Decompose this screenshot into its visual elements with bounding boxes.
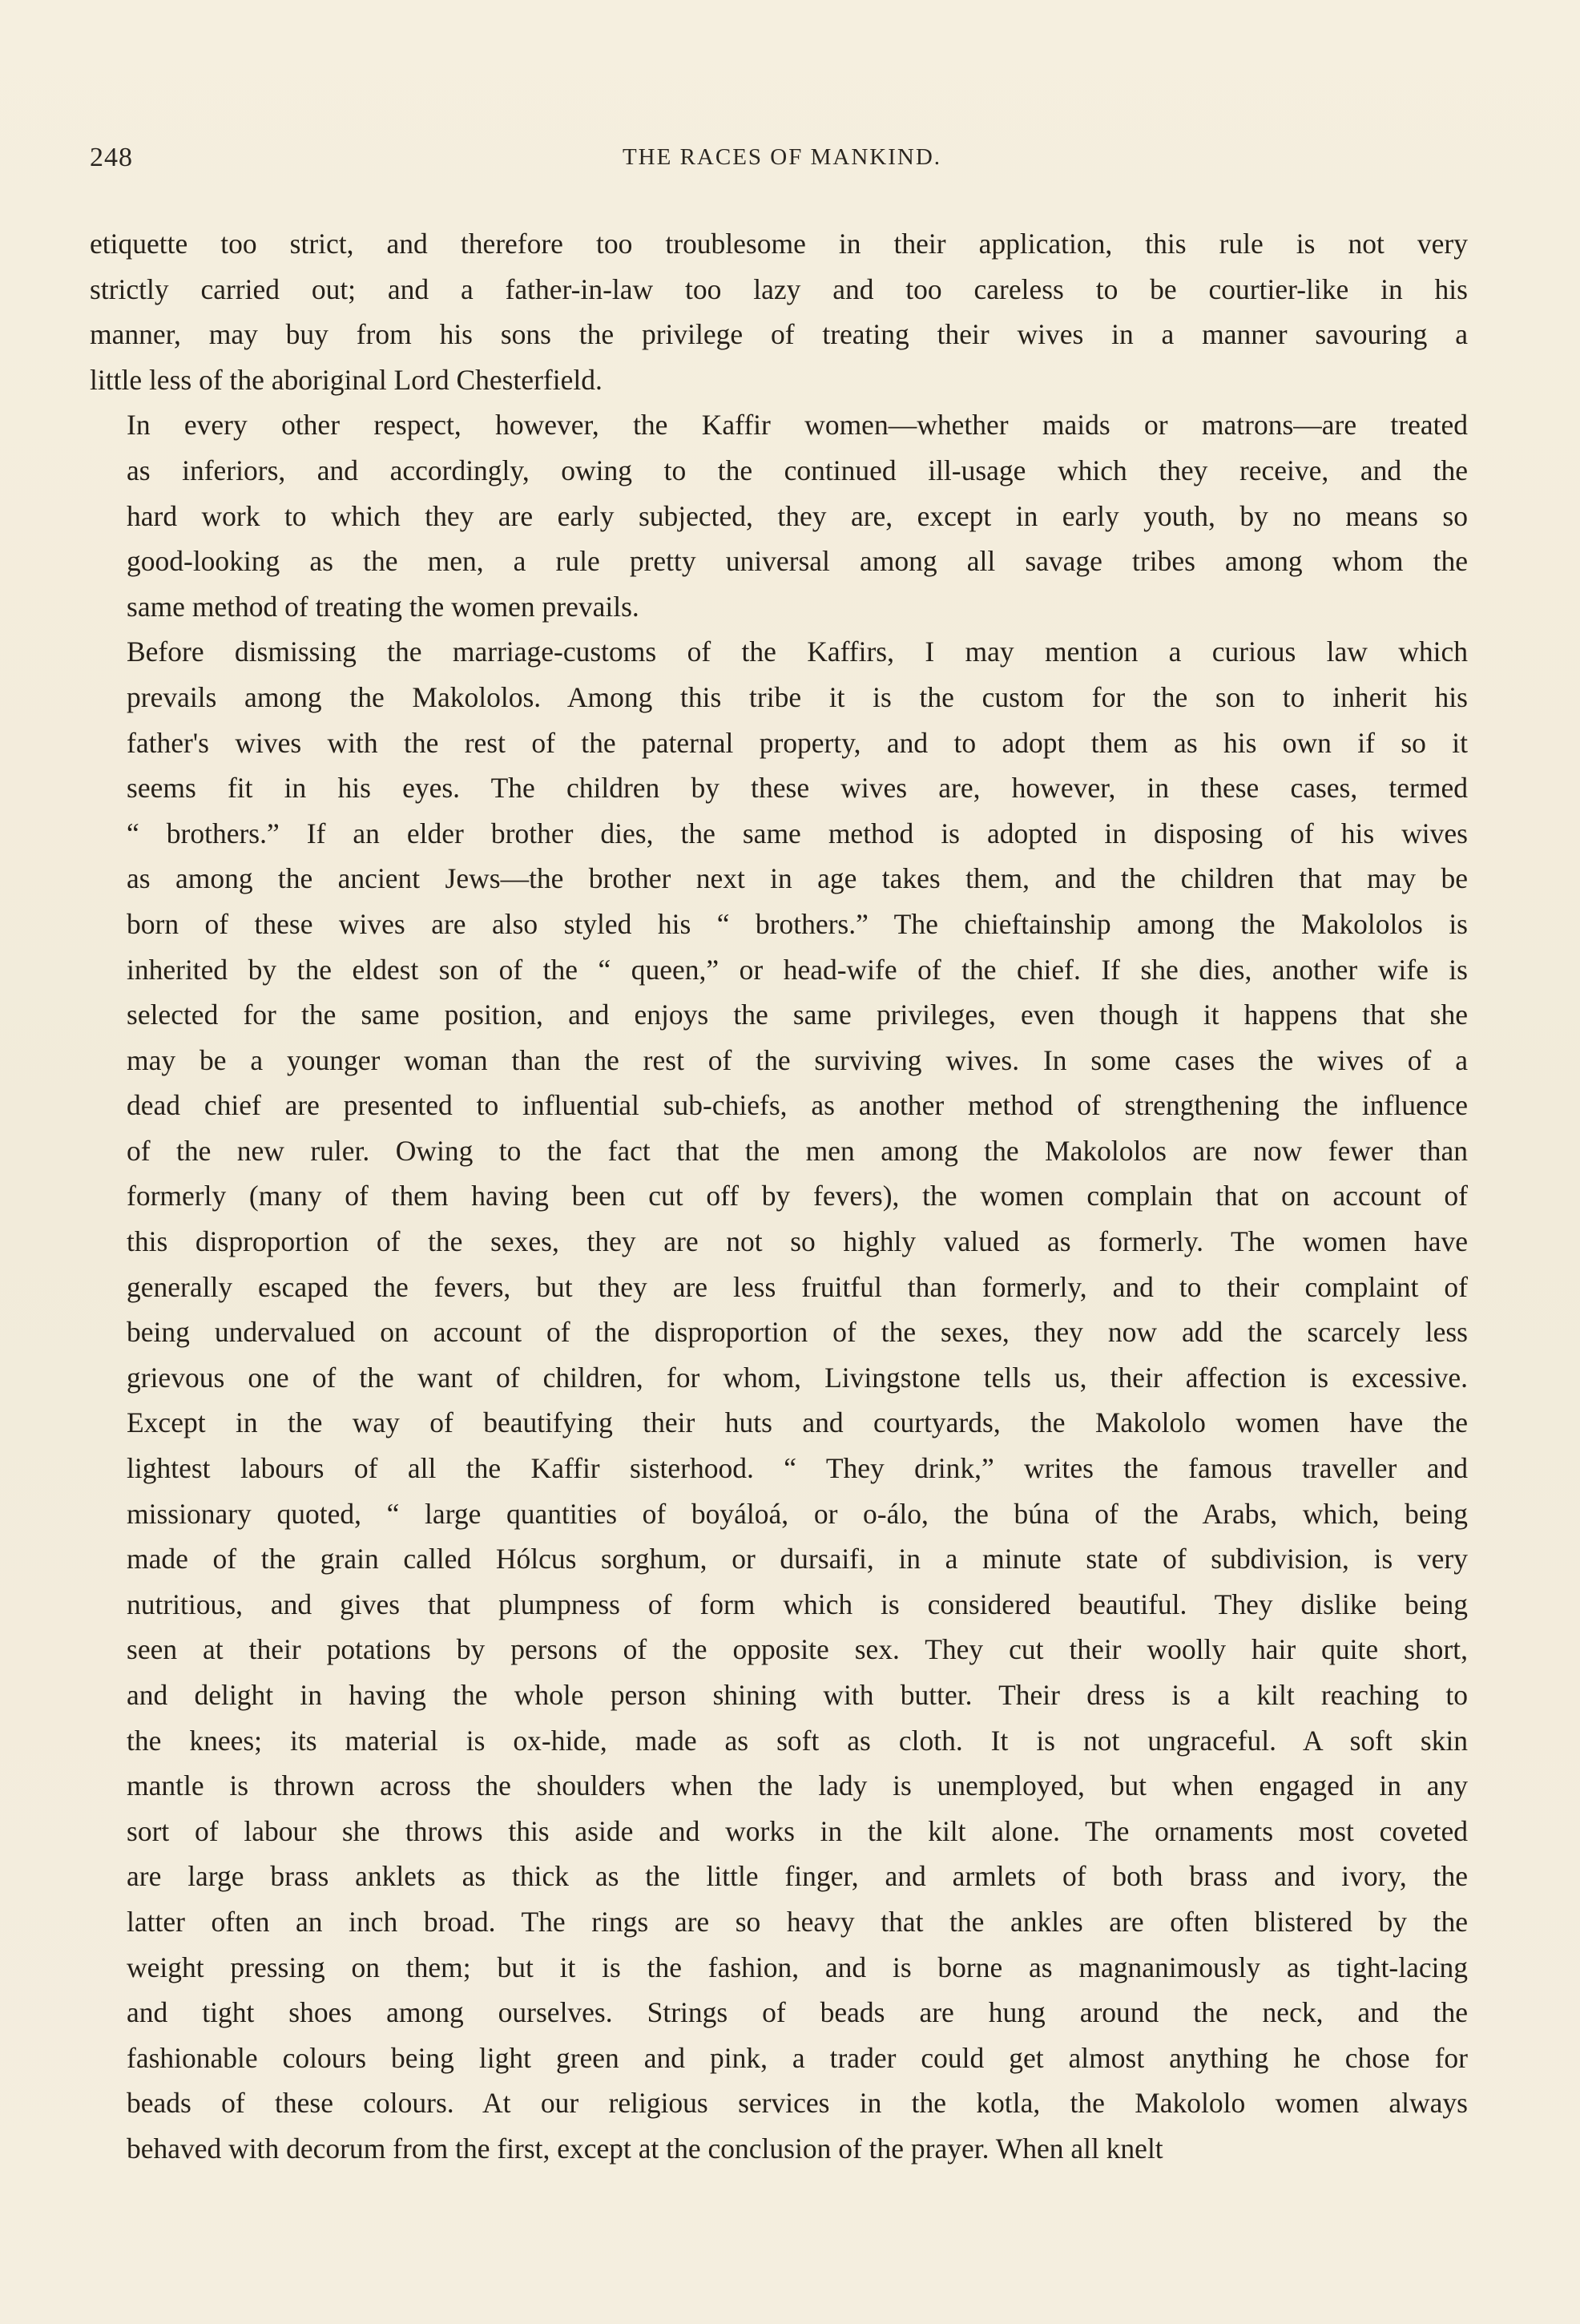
text-line: sort of labour she throws this aside and works in the kilt alone. The ornaments most coveted	[127, 1814, 1468, 1847]
text-line: latter often an inch broad. The rings are so heavy that the ankles are often blistered by the	[127, 1905, 1468, 1938]
text-line: may be a younger woman than the rest of the surviving wives. In some cases the wives of a	[127, 1043, 1468, 1076]
text-line: being undervalued on account of the disproportion of the sexes, they now add the scarcely less	[127, 1316, 1468, 1349]
text-line: In every other respect, however, the Kaffir women—whether maids or matrons—are treated	[127, 409, 1468, 442]
text-line: seen at their potations by persons of the opposite sex. They cut their woolly hair quite short,	[127, 1633, 1468, 1666]
text-line: and delight in having the whole person shining with butter. Their dress is a kilt reaching to	[127, 1679, 1468, 1711]
text-line: inherited by the eldest son of the “ queen,” or head-wife of the chief. If she dies, another wife is	[127, 953, 1468, 986]
text-line: father's wives with the rest of the paternal property, and to adopt them as his own if so it	[127, 726, 1468, 759]
text-line: are large brass anklets as thick as the little finger, and armlets of both brass and ivory, the	[127, 1860, 1468, 1893]
text-line: behaved with decorum from the first, except at the conclusion of the prayer. When all knelt	[127, 2132, 1163, 2165]
paragraph	[90, 402, 1468, 629]
paragraph	[90, 221, 1468, 402]
text-line: lightest labours of all the Kaffir sisterhood. “ They drink,” writes the famous traveller and	[127, 1452, 1468, 1485]
text-line: grievous one of the want of children, for whom, Livingstone tells us, their affection is excessive.	[127, 1361, 1468, 1394]
page-header	[90, 143, 1474, 183]
text-line: “ brothers.” If an elder brother dies, the same method is adopted in disposing of his wives	[127, 817, 1468, 849]
text-line: mantle is thrown across the shoulders when the lady is unemployed, but when engaged in any	[127, 1769, 1468, 1802]
text-line: formerly (many of them having been cut off by fevers), the women complain that on account of	[127, 1180, 1468, 1212]
text-line: nutritious, and gives that plumpness of form which is considered beautiful. They dislike being	[127, 1588, 1468, 1620]
text-line: Except in the way of beautifying their huts and courtyards, the Makololo women have the	[127, 1406, 1468, 1439]
text-line: made of the grain called Hólcus sorghum, or dursaifi, in a minute state of subdivision, is very	[127, 1543, 1468, 1576]
text-line: same method of treating the women prevails.	[127, 590, 639, 623]
running-head: THE RACES OF MANKIND.	[622, 144, 942, 170]
text-line: generally escaped the fevers, but they are less fruitful than formerly, and to their complaint of	[127, 1270, 1468, 1303]
page-number: 248	[90, 143, 133, 172]
text-line: manner, may buy from his sons the privilege of treating their wives in a manner savouring a	[90, 318, 1468, 351]
text-line: and tight shoes among ourselves. Strings of beads are hung around the neck, and the	[127, 1996, 1468, 2029]
text-line: this disproportion of the sexes, they are not so highly valued as formerly. The women have	[127, 1225, 1468, 1258]
text-line: prevails among the Makololos. Among this tribe it is the custom for the son to inherit his	[127, 680, 1468, 713]
text-line: seems fit in his eyes. The children by these wives are, however, in these cases, termed	[127, 772, 1468, 805]
text-line: etiquette too strict, and therefore too troublesome in their application, this rule is not very	[90, 228, 1468, 260]
text-line: selected for the same position, and enjoys the same privileges, even though it happens that she	[127, 999, 1468, 1031]
text-line: Before dismissing the marriage-customs of the Kaffirs, I may mention a curious law which	[127, 635, 1468, 668]
text-line: good-looking as the men, a rule pretty universal among all savage tribes among whom the	[127, 545, 1468, 578]
text-line: little less of the aboriginal Lord Chesterfield.	[90, 363, 603, 396]
text-line: weight pressing on them; but it is the fashion, and is borne as magnanimously as tight-lacing	[127, 1951, 1468, 1983]
paragraph	[90, 629, 1468, 2171]
body-text	[90, 221, 1468, 2172]
text-line: strictly carried out; and a father-in-law too lazy and too careless to be courtier-like in his	[90, 272, 1468, 305]
text-line: dead chief are presented to influential sub-chiefs, as another method of strengthening the influence	[127, 1089, 1468, 1122]
text-line: as inferiors, and accordingly, owing to the continued ill-usage which they receive, and the	[127, 454, 1468, 486]
text-line: born of these wives are also styled his “ brothers.” The chieftainship among the Makololos is	[127, 907, 1468, 940]
text-line: missionary quoted, “ large quantities of boyáloá, or o-álo, the búna of the Arabs, which, being	[127, 1497, 1468, 1530]
text-line: fashionable colours being light green and pink, a trader could get almost anything he chose for	[127, 2041, 1468, 2074]
text-line: the knees; its material is ox-hide, made as soft as cloth. It is not ungraceful. A soft skin	[127, 1724, 1468, 1757]
text-line: of the new ruler. Owing to the fact that the men among the Makololos are now fewer than	[127, 1134, 1468, 1167]
text-line: hard work to which they are early subjected, they are, except in early youth, by no means so	[127, 499, 1468, 532]
text-line: beads of these colours. At our religious services in the kotla, the Makololo women always	[127, 2087, 1468, 2120]
text-line: as among the ancient Jews—the brother next in age takes them, and the children that may be	[127, 862, 1468, 895]
